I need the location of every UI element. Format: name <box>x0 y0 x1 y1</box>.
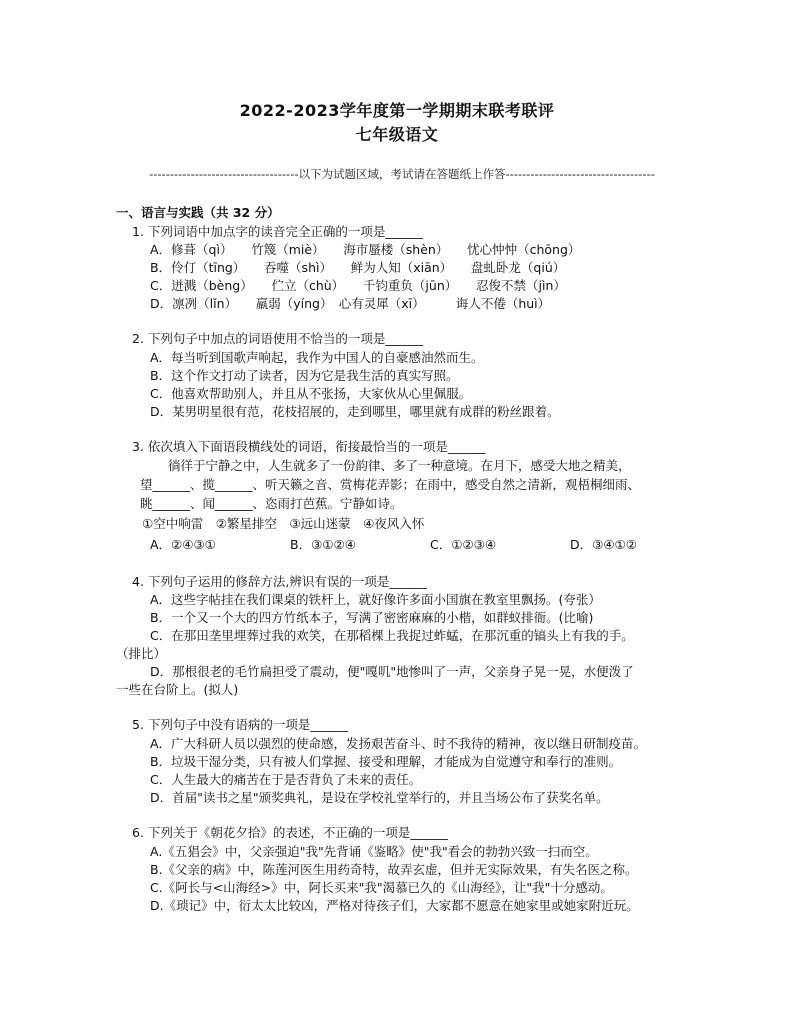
q4-option-d-cont: 一些在台阶上。(拟人) <box>116 682 239 697</box>
q3-stem: 3. 依次填入下面语段横线处的词语，衔接最恰当的一项是______ <box>132 439 486 454</box>
q6-option-b: B.《父亲的病》中，陈莲河医生用药奇特，故弄玄虚，但并无实际效果，有失名医之称。 <box>150 862 638 877</box>
q3-passage-line: 眺______、闻______、恣雨打芭蕉。宁静如诗。 <box>140 496 403 511</box>
q5-option-c: C．人生最大的痛苦在于是否背负了未来的责任。 <box>150 772 422 787</box>
q4-option-c: C．在那田垄里埋葬过我的欢笑，在那稻棵上我捉过蚱蜢，在那沉重的镐头上有我的手。 <box>150 628 634 643</box>
q2-stem: 2. 下列句子中加点的词语使用不恰当的一项是______ <box>132 331 423 346</box>
q3-option-d: D．③④①② <box>570 537 637 552</box>
q5-option-a: A．广大科研人员以强烈的使命感，发扬艰苦奋斗、时不我待的精神，夜以继日研制疫苗。 <box>150 736 647 751</box>
section-heading: 一、语言与实践（共 32 分） <box>116 205 280 220</box>
q2-option-a: A．每当听到国歌声响起，我作为中国人的自豪感油然而生。 <box>150 350 484 365</box>
q6-option-a: A.《五猖会》中，父亲强迫"我"先背诵《鉴略》使"我"看会的勃勃兴致一扫而空。 <box>150 844 598 859</box>
q5-option-b: B．垃圾干湿分类，只有被人们掌握、接受和理解，才能成为自觉遵守和奉行的准则。 <box>150 754 622 769</box>
q1-option-b: B．伶仃（tīng） 吞噬（shì） 鲜为人知（xiān） 盘虬卧龙（qiú） <box>150 260 566 275</box>
answer-area-divider: ------------------------------------以下为试题区域，考试请在答题纸上作答------------------------------------ <box>149 167 655 181</box>
q4-option-d: D．那根很老的毛竹扁担受了震动，便"嘎叽"地惨叫了一声，父亲身子晃一晃，水便泼了 <box>150 664 634 679</box>
q1-stem: 1. 下列词语中加点字的读音完全正确的一项是______ <box>132 224 423 239</box>
exam-subtitle: 七年级语文 <box>355 125 439 144</box>
q4-option-c-cont: （排比） <box>116 646 167 661</box>
q1-option-c: C．迸溅（bèng） 伫立（chù） 千钧重负（jūn） 忍俊不禁（jìn） <box>150 278 566 293</box>
q1-option-a: A．修葺（qì） 竹篾（miè） 海市蜃楼（shèn） 忧心忡忡（chōng） <box>150 242 581 257</box>
q2-option-d: D．某男明星很有范，花枝招展的，走到哪里，哪里就有成群的粉丝跟着。 <box>150 404 560 419</box>
exam-title: 2022-2023学年度第一学期期末联考联评 <box>239 101 555 120</box>
q4-stem: 4. 下列句子运用的修辞方法,辨识有误的一项是______ <box>132 574 427 589</box>
q4-option-a: A．这些字帖挂在我们课桌的铁杆上，就好像许多面小国旗在教室里飘扬。(夸张） <box>150 592 601 607</box>
q2-option-c: C．他喜欢帮助别人，并且从不张扬，大家伙从心里佩服。 <box>150 386 472 401</box>
q5-option-d: D．首届"读书之星"颁奖典礼，是设在学校礼堂举行的，并且当场公布了获奖名单。 <box>150 790 609 805</box>
q4-option-b: B．一个又一个大的四方竹纸本子，写满了密密麻麻的小楷，如群蚁排衙。(比喻) <box>150 610 594 625</box>
q6-stem: 6. 下列关于《朝花夕拾》的表述，不正确的一项是______ <box>132 825 448 840</box>
q3-option-c: C．①②③④ <box>430 537 497 552</box>
q2-option-b: B．这个作文打动了读者，因为它是我生活的真实写照。 <box>150 368 459 383</box>
q6-option-c: C.《阿长与<山海经>》中，阿长买来"我"渴慕已久的《山海经》，让"我"十分感动。 <box>150 880 613 895</box>
q3-passage-line: 徜徉于宁静之中，人生就多了一份韵律、多了一种意境。在月下，感受大地之精美， <box>168 458 631 473</box>
q1-option-d: D．凛冽（lǐn） 羸弱（yíng） 心有灵犀（xī） 诲人不倦（huì） <box>150 296 551 311</box>
q3-option-a: A．②④③① <box>150 537 216 552</box>
q6-option-d: D.《琐记》中，衍太太比较凶，严格对待孩子们，大家都不愿意在她家里或她家附近玩。 <box>150 898 639 913</box>
q5-stem: 5. 下列句子中没有语病的一项是______ <box>132 717 348 732</box>
q3-passage-line: 望______、揽______、听天籁之音、赏梅花弄影；在雨中，感受自然之清新，观梧桐细雨、 <box>140 477 641 492</box>
q3-choices: ①空中响雷 ②繁星排空 ③远山迷蒙 ④夜风入怀 <box>142 516 425 531</box>
q3-option-b: B．③①②④ <box>290 537 356 552</box>
